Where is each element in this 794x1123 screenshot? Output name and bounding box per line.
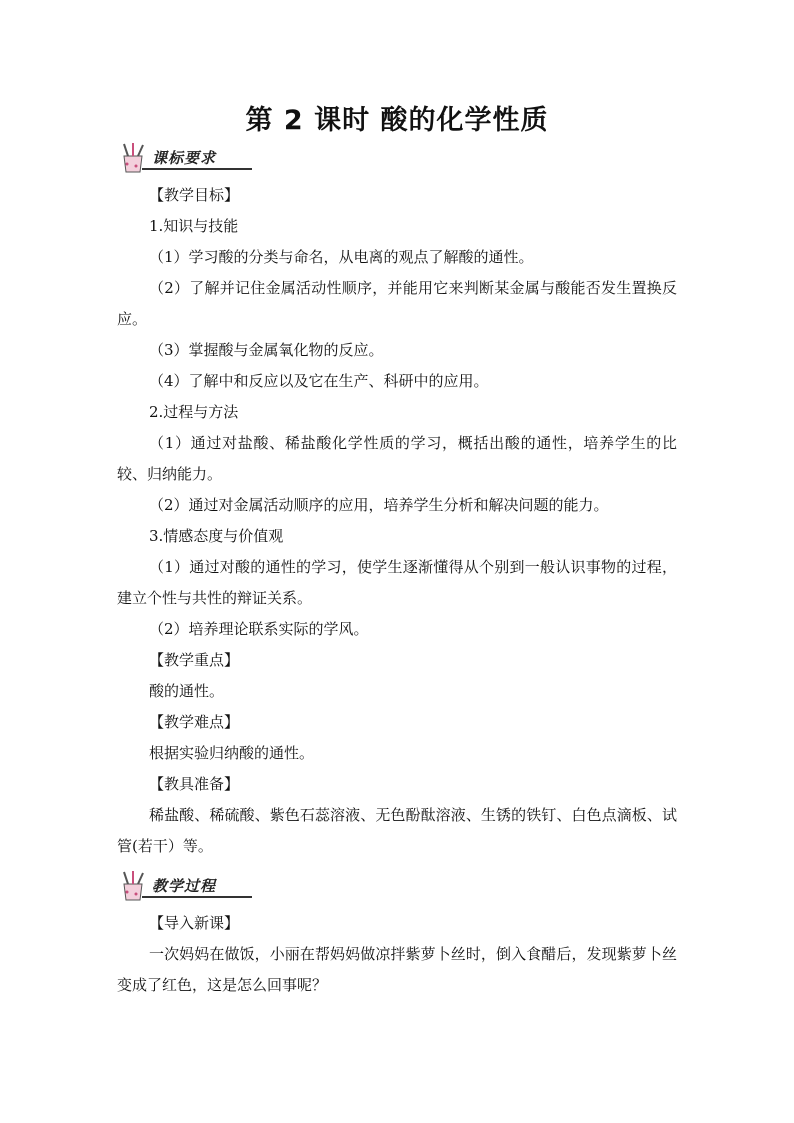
section-label: 课标要求 [152,149,217,167]
text-line: （1）通过对盐酸、稀盐酸化学性质的学习，概括出酸的通性，培养学生的比较、归纳能力。 [117,434,677,483]
heading-key-points: 【教学重点】 [149,651,240,669]
text-line: 2.过程与方法 [149,403,239,421]
text-line: （2）通过对金属活动顺序的应用，培养学生分析和解决问题的能力。 [149,496,609,514]
text-line: （1）学习酸的分类与命名，从电离的观点了解酸的通性。 [149,248,534,266]
text-line: 1.知识与技能 [149,217,239,235]
section-underline [142,168,252,170]
standards-content [117,180,677,862]
text-line: 稀盐酸、稀硫酸、紫色石蕊溶液、无色酚酞溶液、生锈的铁钉、白色点滴板、试管(若干）等。 [117,806,677,855]
heading-difficulties: 【教学难点】 [149,713,240,731]
text-line: 3.情感态度与价值观 [149,527,284,545]
heading-intro: 【导入新课】 [149,914,240,932]
section-header-process [118,870,258,902]
section-label: 教学过程 [152,877,217,895]
heading-objectives: 【教学目标】 [149,186,240,204]
page-title: 第 2 课时 酸的化学性质 [245,105,549,136]
section-header-standards [118,142,258,174]
text-line: （3）掌握酸与金属氧化物的反应。 [149,341,384,359]
text-line: （2）培养理论联系实际的学风。 [149,620,369,638]
heading-materials: 【教具准备】 [149,775,240,793]
text-line: 酸的通性。 [149,682,225,700]
text-line: 一次妈妈在做饭，小丽在帮妈妈做凉拌紫萝卜丝时，倒入食醋后，发现紫萝卜丝变成了红色，这是怎么回事呢？ [117,945,677,994]
text-line: （4）了解中和反应以及它在生产、科研中的应用。 [149,372,489,390]
text-line: （2）了解并记住金属活动性顺序，并能用它来判断某金属与酸能否发生置换反应。 [117,279,677,328]
text-line: 根据实验归纳酸的通性。 [149,744,315,762]
section-underline [142,896,252,898]
process-content [117,908,677,1001]
text-line: （1）通过对酸的通性的学习，使学生逐渐懂得从个别到一般认识事物的过程，建立个性与共性的辩证关系。 [117,558,677,607]
